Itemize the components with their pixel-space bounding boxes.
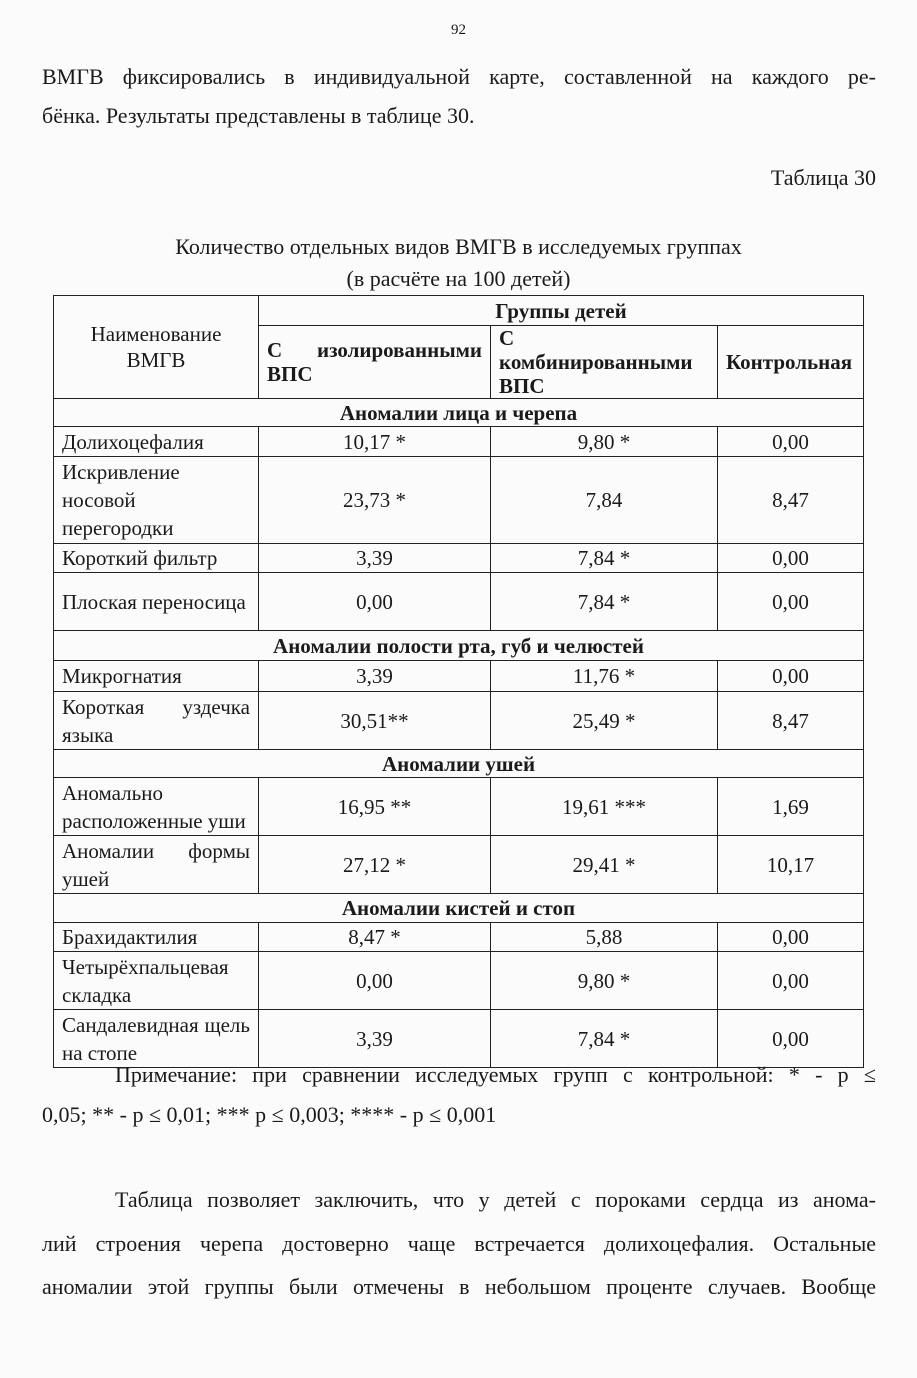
cell-combined: 29,41 * [491,836,718,894]
cell-control: 8,47 [718,692,864,750]
col-control-header: Контрольная [718,326,864,399]
row-name: Аномалии формы ушей [54,836,259,894]
row-name: Долихоцефалия [54,427,259,457]
cell-combined: 9,80 * [491,427,718,457]
cell-isolated: 10,17 * [259,427,491,457]
cell-control: 0,00 [718,1010,864,1068]
col-isolated-header: С изолированными ВПС [259,326,491,399]
groups-header: Группы детей [259,296,864,326]
row-name: Аномально расположенные уши [54,778,259,836]
cell-control: 0,00 [718,923,864,952]
cell-isolated: 0,00 [259,573,491,631]
cell-isolated: 3,39 [259,544,491,573]
cell-combined: 7,84 * [491,1010,718,1068]
cell-combined: 9,80 * [491,952,718,1010]
row-name: Микрогнатия [54,661,259,692]
table-row [54,923,864,952]
cell-isolated: 27,12 * [259,836,491,894]
section-title: Аномалии ушей [54,750,864,778]
cell-isolated: 16,95 ** [259,778,491,836]
cell-isolated: 3,39 [259,1010,491,1068]
row-name: Короткая уздечка языка [54,692,259,750]
cell-isolated: 0,00 [259,952,491,1010]
table-title-line-1: Количество отдельных видов ВМГВ в исследуемых группах [175,234,742,259]
table-label: Таблица 30 [770,165,876,190]
table-row [54,457,864,544]
conclusion-line-3: аномалии этой группы были отмечены в небольшом проценте случаев. Вообще [42,1274,876,1299]
section-title: Аномалии лица и черепа [54,399,864,427]
cell-isolated: 3,39 [259,661,491,692]
table-row [54,692,864,750]
cell-combined: 11,76 * [491,661,718,692]
table-row [54,544,864,573]
cell-control: 1,69 [718,778,864,836]
col-combined-header: С комбинированными ВПС [491,326,718,399]
cell-isolated: 30,51** [259,692,491,750]
data-table [53,295,864,1068]
note-line-2: 0,05; ** - p ≤ 0,01; *** p ≤ 0,003; **** - p ≤ 0,001 [42,1102,497,1127]
table-row [54,661,864,692]
table-row [54,836,864,894]
cell-control: 8,47 [718,457,864,544]
cell-control: 0,00 [718,573,864,631]
cell-combined: 7,84 [491,457,718,544]
cell-combined: 7,84 * [491,573,718,631]
row-name: Искривление носовой перегородки [54,457,259,544]
table-title-line-2: (в расчёте на 100 детей) [346,266,571,291]
cell-control: 0,00 [718,661,864,692]
row-name: Плоская переносица [54,573,259,631]
page-number: 92 [451,22,466,38]
intro-line-2: бёнка. Результаты представлены в таблице 30. [42,103,475,128]
section-title: Аномалии полости рта, губ и челюстей [54,631,864,661]
col-name-header: Наименование ВМГВ [54,296,259,399]
table-row [54,778,864,836]
section-title: Аномалии кистей и стоп [54,894,864,923]
table-row [54,1010,864,1068]
cell-combined: 7,84 * [491,544,718,573]
cell-isolated: 8,47 * [259,923,491,952]
row-name: Четырёхпальцевая складка [54,952,259,1010]
row-name: Брахидактилия [54,923,259,952]
cell-control: 10,17 [718,836,864,894]
note-line-1: Примечание: при сравнении исследуемых групп с контрольной: * - p ≤ [115,1062,876,1087]
table-row [54,573,864,631]
intro-line-1: ВМГВ фиксировались в индивидуальной карте, составленной на каждого ре- [42,64,876,89]
row-name: Сандалевидная щель на стопе [54,1010,259,1068]
cell-combined: 19,61 *** [491,778,718,836]
conclusion-line-2: лий строения черепа достоверно чаще встречается долихоцефалия. Остальные [42,1231,876,1256]
conclusion-line-1: Таблица позволяет заключить, что у детей с пороками сердца из анома- [115,1187,876,1212]
cell-control: 0,00 [718,952,864,1010]
cell-isolated: 23,73 * [259,457,491,544]
cell-control: 0,00 [718,427,864,457]
cell-control: 0,00 [718,544,864,573]
row-name: Короткий фильтр [54,544,259,573]
cell-combined: 25,49 * [491,692,718,750]
cell-combined: 5,88 [491,923,718,952]
table-row [54,952,864,1010]
table-row [54,427,864,457]
